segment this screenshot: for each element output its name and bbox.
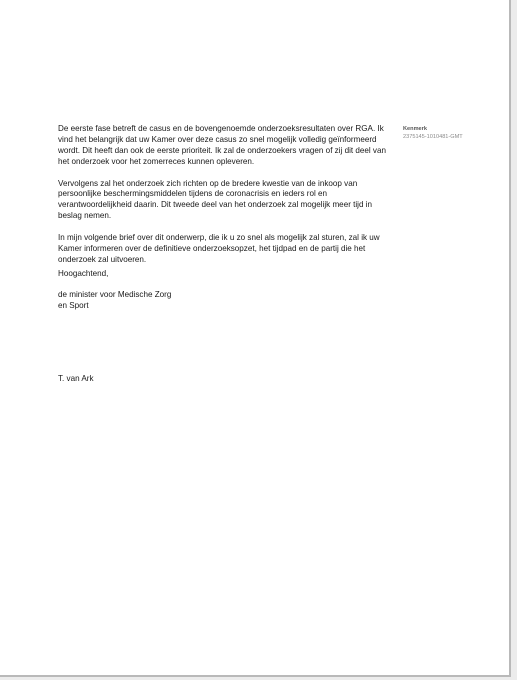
signer-title-line1: de minister voor Medische Zorg — [58, 290, 172, 299]
paragraph-second-phase: Vervolgens zal het onderzoek zich richten op de bredere kwestie van de inkoop van persoonlijke beschermingsmiddelen tijdens de coronacrisis en ieders rol en verantwoordelijkheid daarin. Dit tweede deel van het onderzoek zal mogelijk meer tijd in beslag nemen. — [58, 178, 373, 221]
paragraph-first-phase: De eerste fase betreft de casus en de bovengenoemde onderzoeksresultaten over RGA. Ik vind het belangrijk dat uw Kamer over deze casus zo snel mogelijk volledig geïnformeerd wordt. Dit heeft dan ook de eerste prioriteit. Ik zal de onderzoekers vragen of zij dit deel van het onderzoek voor het zomerreces kunnen opleveren. — [58, 124, 386, 166]
closing-salutation: Hoogachtend, — [58, 269, 109, 278]
signer-title — [58, 290, 171, 312]
paragraph-next-letter: In mijn volgende brief over dit onderwerp, die ik u zo snel als mogelijk zal sturen, zal ik uw Kamer informeren over de definitieve onderzoeksopzet, het tijdpad en de partij die het onderzoek zal uitvoeren. — [58, 233, 380, 264]
kenmerk-value: 2375145-1010481-GMT — [403, 134, 463, 140]
signer-title-line2: en Sport — [58, 300, 89, 310]
letter-body — [58, 124, 396, 277]
reference-sidebar — [403, 125, 463, 141]
signature-name: T. van Ark — [58, 374, 94, 383]
kenmerk-label: Kenmerk — [403, 126, 427, 132]
